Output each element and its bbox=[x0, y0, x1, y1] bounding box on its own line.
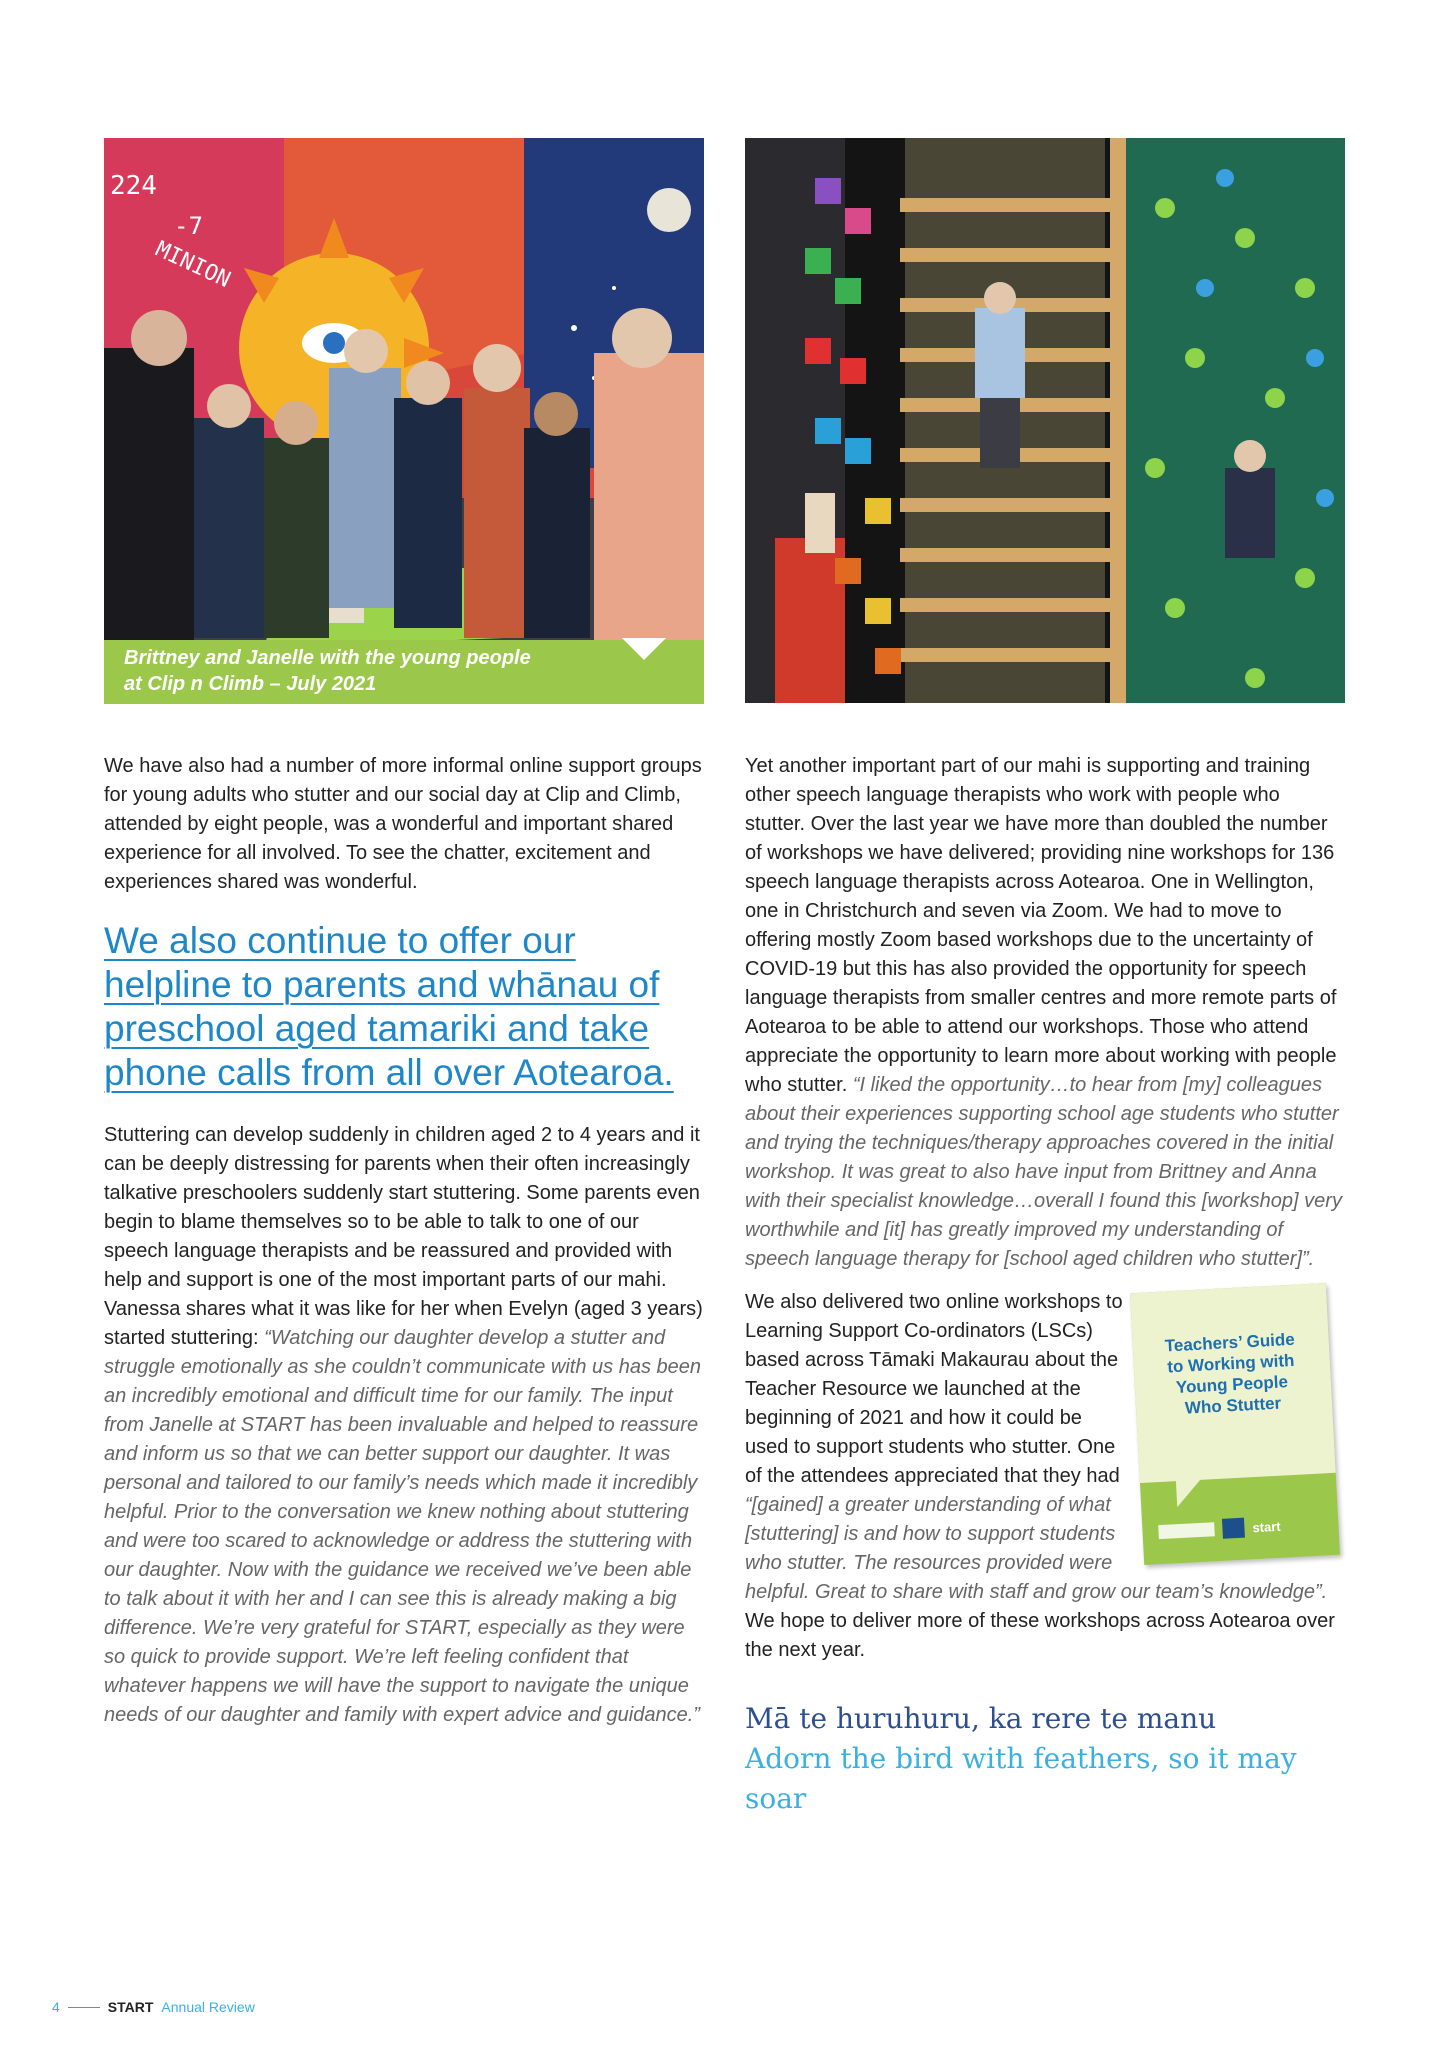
testimonial-vanessa: “Watching our daughter develop a stutter and struggle emotionally as she couldn’t communicate with us has been an incredibly emotional and difficult time for our family. The input from Janelle at START has been invaluable and helped to reassure and inform us so that we can better support our daughter. It was personal and tailored to our family’s needs which made it incredibly helpful. Prior to the conversation we knew nothing about stuttering and were too scared to acknowledge or address the stuttering with our daughter. Now with the guidance we received we’ve been able to talk about it with her and I can see this is already making a big difference. We’re very grateful for START, especially as they were so quick to provide support. We’re left feeling confident that whatever happens we will have the support to navigate the unique needs of our daughter and family with expert advice and guidance.” bbox=[104, 1327, 701, 1726]
book-logos bbox=[1158, 1511, 1327, 1544]
footer-subtitle: Annual Review bbox=[161, 1999, 255, 2015]
page-number: 4 bbox=[52, 1999, 60, 2015]
footer-rule bbox=[68, 2007, 100, 2008]
paragraph-preschool-stuttering bbox=[104, 1121, 704, 1730]
start-logo: start bbox=[1252, 1518, 1281, 1535]
paragraph-online-support-groups: We have also had a number of more informal online support groups for young adults who stutter and our social day at Clip and Climb, attended by eight people, was a wonderful and important shared experience for all involved. To see the chatter, excitement and experiences shared was wonderful. bbox=[104, 755, 702, 893]
wall-text-224: 224 bbox=[110, 171, 157, 201]
teachers-guide-cover bbox=[1137, 1288, 1337, 1566]
paragraph-workshops-text: Yet another important part of our mahi is supporting and training other speech language therapists who work with people who stutter. Over the last year we have more than doubled the number of workshops we have delivered; providing nine workshops for 136 speech language therapists across Aotearoa. One in Wellington, one in Christchurch and seven via Zoom. We had to move to offering mostly Zoom based workshops due to the uncertainty of COVID-19 but this has also provided the opportunity for speech language therapists from smaller centres and more remote parts of Aotearoa to be able to attend our workshops. Those who attend appreciate the opportunity to learn more about working with people who stutter. bbox=[745, 755, 1337, 1096]
paragraph-lsc-text: We also delivered two online workshops to Learning Support Co-ordinators (LSCs) based across Tāmaki Makaurau about the Teacher Resource we launched at the beginning of 2021 and how it could be used to support students who stutter. One of the attendees appreciated that they had bbox=[745, 1291, 1123, 1487]
photo-caption bbox=[124, 645, 684, 697]
paragraph-preschool-text: Stuttering can develop suddenly in children aged 2 to 4 years and it can be deeply distressing for parents when their often increasingly talkative preschoolers suddenly start stuttering. Some parents even begin to blame themselves so to be able to talk to one of our speech language therapists and be reassured and provided with help and support is one of the most important parts of our mahi. Vanessa shares what it was like for her when Evelyn (aged 3 years) started stuttering: bbox=[104, 1124, 703, 1349]
footer-brand: START bbox=[107, 1999, 154, 2015]
wall-text-minus7: -7 bbox=[174, 212, 203, 240]
paragraph-future-workshops: We hope to deliver more of these workshops across Aotearoa over the next year. bbox=[745, 1610, 1335, 1661]
caption-line-1: Brittney and Janelle with the young people bbox=[124, 647, 531, 669]
lsc-section bbox=[745, 1288, 1345, 1665]
left-text-column bbox=[104, 752, 704, 1730]
massey-logo bbox=[1158, 1522, 1215, 1539]
proverb-maori: Mā te huruhuru, ka rere te manu bbox=[745, 1702, 1217, 1735]
paragraph-workshops bbox=[745, 752, 1345, 1274]
book-title: Teachers’ Guide to Working with Young People Who Stutter bbox=[1164, 1329, 1296, 1418]
caption-line-2: at Clip n Climb – July 2021 bbox=[124, 673, 377, 695]
wall-text-minion: MINION bbox=[151, 236, 235, 294]
pull-quote-helpline[interactable]: We also continue to offer our helpline to parents and whānau of preschool aged tamariki and take phone calls from all over Aotearoa. bbox=[104, 920, 674, 1093]
photo-climbing-wall bbox=[745, 138, 1345, 703]
book-cover-card bbox=[1130, 1283, 1340, 1565]
crest-logo bbox=[1222, 1518, 1245, 1539]
photo-clip-n-climb-group bbox=[104, 138, 704, 703]
proverb-english: Adorn the bird with feathers, so it may soar bbox=[745, 1742, 1297, 1815]
speech-bubble-tail bbox=[1176, 1476, 1206, 1507]
testimonial-therapist: “I liked the opportunity…to hear from [my] colleagues about their experiences supporting school age students who stutter and trying the techniques/therapy approaches covered in the initial workshop. It was great to also have input from Brittney and Anna with their specialist knowledge…overall I found this [workshop] very worthwhile and [it] has greatly improved my understanding of speech language therapy for [school aged children who stutter]”. bbox=[745, 1074, 1342, 1270]
whakatauki bbox=[745, 1699, 1345, 1819]
right-text-column bbox=[745, 752, 1345, 1819]
page-footer bbox=[52, 1999, 255, 2015]
testimonial-lsc: “[gained] a greater understanding of what [stuttering] is and how to support students who stutter. The resources provided were helpful. Great to share with staff and grow our team’s knowledge”. bbox=[745, 1494, 1328, 1603]
